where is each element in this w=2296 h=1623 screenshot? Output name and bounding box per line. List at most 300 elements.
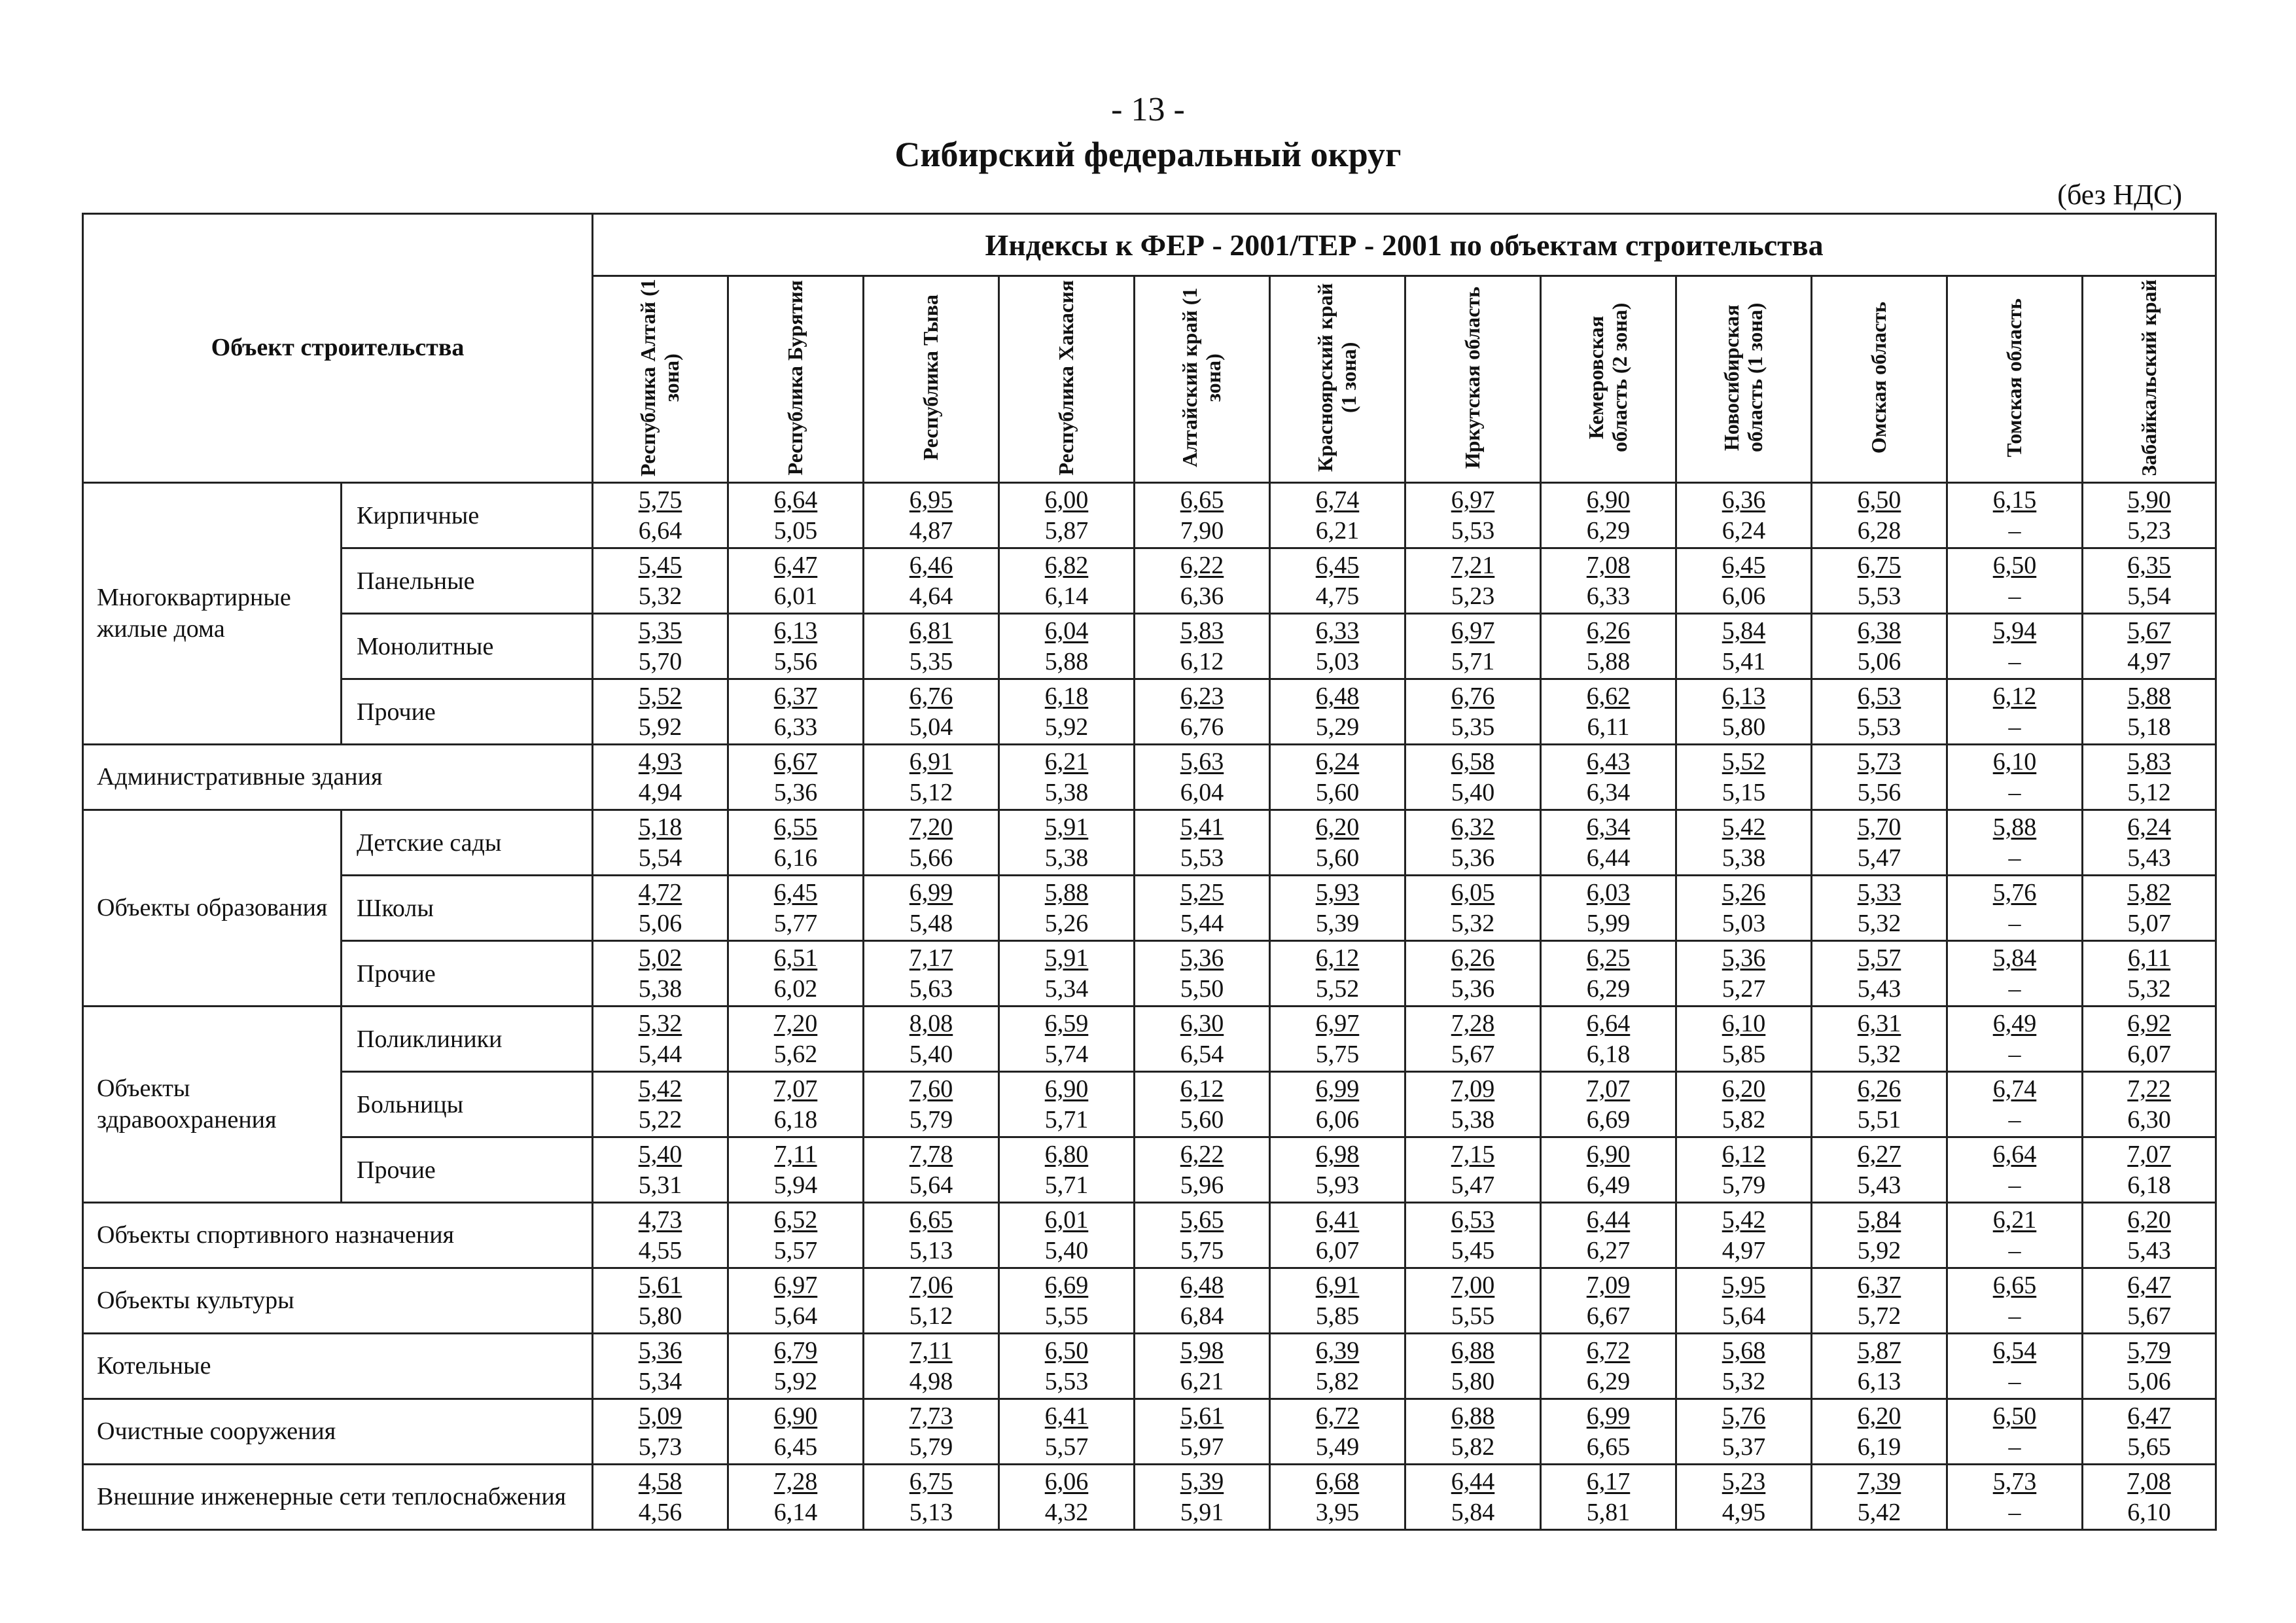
index-fer: 5,41 — [1180, 813, 1224, 841]
index-fer: 5,33 — [1857, 878, 1901, 906]
index-fer: 6,11 — [2128, 944, 2171, 972]
index-ter: 5,84 — [1451, 1498, 1495, 1526]
index-fer: 6,48 — [1315, 682, 1360, 710]
index-cell — [1541, 1268, 1676, 1334]
index-ter: – — [2008, 1040, 2021, 1068]
region-header — [593, 276, 728, 483]
index-fer: 6,68 — [1315, 1467, 1360, 1495]
index-fer: 6,65 — [909, 1205, 953, 1234]
index-ter: 6,07 — [2127, 1040, 2171, 1068]
index-cell — [593, 679, 728, 745]
index-ter: 5,75 — [1315, 1040, 1360, 1068]
index-ter: 5,60 — [1315, 844, 1360, 872]
index-cell — [1541, 614, 1676, 679]
index-cell — [1135, 1137, 1270, 1203]
index-cell — [1270, 810, 1405, 876]
index-cell — [1541, 679, 1676, 745]
index-fer: 5,45 — [638, 551, 682, 579]
index-ter: 5,34 — [1044, 974, 1089, 1003]
index-ter: 5,39 — [1315, 909, 1360, 937]
index-ter: – — [2008, 1171, 2021, 1199]
index-ter: 5,27 — [1722, 974, 1766, 1003]
index-ter: 5,35 — [909, 647, 953, 675]
index-ter: 5,34 — [638, 1367, 682, 1395]
index-cell — [864, 614, 999, 679]
index-ter: 5,50 — [1180, 974, 1224, 1003]
region-header — [2083, 276, 2216, 483]
index-ter: 5,53 — [1044, 1367, 1089, 1395]
index-cell — [1270, 1137, 1405, 1203]
index-fer: 6,95 — [909, 486, 953, 514]
index-cell — [1135, 483, 1270, 548]
index-fer: 5,95 — [1722, 1271, 1766, 1299]
index-ter: 5,80 — [638, 1302, 682, 1330]
index-cell — [1541, 1203, 1676, 1268]
subtype-label: Прочие — [342, 679, 593, 745]
index-fer: 7,08 — [2127, 1467, 2171, 1495]
region-header — [1947, 276, 2083, 483]
index-ter: 5,22 — [638, 1105, 682, 1133]
index-fer: 6,21 — [1992, 1205, 2037, 1234]
index-cell — [1270, 876, 1405, 941]
index-cell — [1541, 745, 1676, 810]
index-fer: 7,07 — [1586, 1075, 1631, 1103]
index-ter: 5,43 — [1857, 1171, 1901, 1199]
subtype-label: Больницы — [342, 1072, 593, 1137]
index-fer: 7,21 — [1451, 551, 1495, 579]
index-cell — [1812, 1203, 1947, 1268]
index-fer: 5,67 — [2127, 616, 2171, 645]
index-ter: 6,34 — [1586, 778, 1631, 806]
index-ter: 5,87 — [1044, 516, 1089, 544]
index-ter: 5,91 — [1180, 1498, 1224, 1526]
region-header — [999, 276, 1135, 483]
index-fer: 6,04 — [1044, 616, 1089, 645]
index-fer: 6,26 — [1586, 616, 1631, 645]
index-fer: 6,46 — [909, 551, 953, 579]
index-ter: 5,64 — [1722, 1302, 1766, 1330]
index-ter: 5,31 — [638, 1171, 682, 1199]
index-cell — [593, 941, 728, 1007]
index-fer: 6,49 — [1992, 1009, 2037, 1037]
index-fer: 6,37 — [773, 682, 818, 710]
index-cell — [999, 1334, 1135, 1399]
index-ter: – — [2008, 1367, 2021, 1395]
index-ter: 5,40 — [909, 1040, 953, 1068]
index-fer: 6,37 — [1857, 1271, 1901, 1299]
index-ter: 5,38 — [1044, 844, 1089, 872]
index-cell — [1405, 1072, 1541, 1137]
index-cell — [1405, 614, 1541, 679]
index-cell — [1135, 548, 1270, 614]
index-ter: 5,54 — [2127, 582, 2171, 610]
region-header — [1541, 276, 1676, 483]
index-ter: 5,70 — [638, 647, 682, 675]
index-ter: – — [2008, 713, 2021, 741]
index-ter: 5,13 — [909, 1498, 953, 1526]
index-ter: 4,98 — [909, 1367, 953, 1395]
index-cell — [728, 1137, 864, 1203]
index-fer: 6,47 — [2127, 1271, 2171, 1299]
index-ter: 5,71 — [1044, 1171, 1089, 1199]
table-row — [83, 548, 2216, 614]
index-fer: 6,44 — [1451, 1467, 1495, 1495]
index-fer: 5,88 — [1992, 813, 2037, 841]
index-ter: 5,74 — [1044, 1040, 1089, 1068]
index-fer: 6,99 — [909, 878, 953, 906]
index-ter: 5,38 — [1044, 778, 1089, 806]
index-ter: 5,67 — [1451, 1040, 1495, 1068]
index-fer: 6,82 — [1044, 551, 1089, 579]
index-cell — [1270, 1072, 1405, 1137]
region-name: Забайкальский край — [2136, 279, 2161, 476]
page-title: Сибирский федеральный округ — [894, 135, 1402, 174]
index-ter: 5,03 — [1315, 647, 1360, 675]
index-ter: 5,56 — [1857, 778, 1901, 806]
subtype-label: Кирпичные — [342, 483, 593, 548]
index-cell — [1541, 1072, 1676, 1137]
index-ter: 5,29 — [1315, 713, 1360, 741]
index-cell — [999, 1203, 1135, 1268]
index-fer: 6,36 — [1722, 486, 1766, 514]
index-cell — [1541, 548, 1676, 614]
index-fer: 6,74 — [1315, 486, 1360, 514]
index-cell — [1405, 483, 1541, 548]
index-fer: 6,31 — [1857, 1009, 1901, 1037]
index-cell — [1405, 1137, 1541, 1203]
index-fer: 7,11 — [910, 1336, 953, 1364]
index-fer: 6,12 — [1722, 1140, 1766, 1168]
index-ter: 5,71 — [1451, 647, 1495, 675]
index-fer: 6,76 — [1451, 682, 1495, 710]
index-cell — [1947, 1007, 2083, 1072]
index-fer: 6,72 — [1315, 1402, 1360, 1430]
index-cell — [1541, 810, 1676, 876]
index-cell — [1405, 548, 1541, 614]
index-fer: 6,13 — [773, 616, 818, 645]
index-ter: 5,44 — [1180, 909, 1224, 937]
index-fer: 6,03 — [1586, 878, 1631, 906]
index-ter: 5,77 — [773, 909, 818, 937]
index-cell — [2083, 483, 2216, 548]
region-name: Новосибирская область (1 зона) — [1720, 302, 1767, 453]
index-ter: 5,64 — [773, 1302, 818, 1330]
index-ter: 6,13 — [1857, 1367, 1901, 1395]
index-ter: 6,21 — [1315, 516, 1360, 544]
index-cell — [2083, 745, 2216, 810]
index-ter: 5,60 — [1315, 778, 1360, 806]
index-cell — [1270, 679, 1405, 745]
index-fer: 6,88 — [1451, 1402, 1495, 1430]
index-cell — [864, 483, 999, 548]
index-fer: 6,17 — [1586, 1467, 1631, 1495]
index-fer: 6,99 — [1315, 1075, 1360, 1103]
index-fer: 6,54 — [1992, 1336, 2037, 1364]
index-cell — [2083, 1203, 2216, 1268]
index-ter: 5,36 — [773, 778, 818, 806]
table-row — [83, 1399, 2216, 1465]
region-header — [1270, 276, 1405, 483]
index-ter: – — [2008, 1105, 2021, 1133]
index-cell — [864, 679, 999, 745]
index-cell — [999, 483, 1135, 548]
index-fer: 6,39 — [1315, 1336, 1360, 1364]
index-cell — [593, 810, 728, 876]
index-cell — [1135, 1465, 1270, 1530]
index-fer: 6,97 — [1315, 1009, 1360, 1037]
table-row — [83, 1334, 2216, 1399]
index-fer: 5,35 — [638, 616, 682, 645]
index-ter: 5,43 — [1857, 974, 1901, 1003]
index-fer: 6,26 — [1857, 1075, 1901, 1103]
index-cell — [593, 1268, 728, 1334]
index-cell — [1676, 614, 1812, 679]
index-cell — [1405, 1203, 1541, 1268]
index-fer: 7,07 — [2127, 1140, 2171, 1168]
index-fer: 7,15 — [1451, 1140, 1495, 1168]
index-cell — [1947, 1072, 2083, 1137]
index-cell — [999, 1465, 1135, 1530]
index-cell — [1541, 1399, 1676, 1465]
index-fer: 7,73 — [909, 1402, 953, 1430]
index-ter: 5,80 — [1451, 1367, 1495, 1395]
subtype-label: Поликлиники — [342, 1007, 593, 1072]
index-ter: – — [2008, 1302, 2021, 1330]
index-cell — [728, 548, 864, 614]
index-ter: – — [2008, 974, 2021, 1003]
index-ter: 5,85 — [1315, 1302, 1360, 1330]
index-ter: 6,33 — [773, 713, 818, 741]
index-fer: 7,08 — [1586, 551, 1631, 579]
table-row — [83, 745, 2216, 810]
index-cell — [728, 876, 864, 941]
index-cell — [1812, 810, 1947, 876]
index-cell — [593, 548, 728, 614]
index-fer: 5,68 — [1722, 1336, 1766, 1364]
index-ter: 4,55 — [638, 1236, 682, 1264]
region-name: Красноярский край (1 зона) — [1313, 283, 1360, 473]
index-ter: 5,82 — [1315, 1367, 1360, 1395]
object-label: Объекты спортивного назначения — [83, 1203, 593, 1268]
index-fer: 6,50 — [1044, 1336, 1089, 1364]
index-cell — [1135, 1399, 1270, 1465]
index-cell — [1676, 1007, 1812, 1072]
vat-note: (без НДС) — [2057, 179, 2182, 211]
index-cell — [1812, 1137, 1947, 1203]
index-cell — [864, 1268, 999, 1334]
region-header — [1405, 276, 1541, 483]
index-ter: 5,65 — [2127, 1433, 2171, 1461]
region-header — [1812, 276, 1947, 483]
index-cell — [1270, 941, 1405, 1007]
index-cell — [728, 1007, 864, 1072]
index-ter: 6,06 — [1315, 1105, 1360, 1133]
index-ter: 5,60 — [1180, 1105, 1224, 1133]
index-cell — [1676, 876, 1812, 941]
index-cell — [593, 1007, 728, 1072]
index-fer: 5,52 — [1722, 747, 1766, 776]
index-ter: 5,23 — [2127, 516, 2171, 544]
index-fer: 6,62 — [1586, 682, 1631, 710]
index-fer: 5,61 — [638, 1271, 682, 1299]
index-ter: 5,51 — [1857, 1105, 1901, 1133]
index-ter: 4,87 — [909, 516, 953, 544]
index-fer: 6,99 — [1586, 1402, 1631, 1430]
subtype-label: Школы — [342, 876, 593, 941]
index-fer: 6,53 — [1451, 1205, 1495, 1234]
index-cell — [1676, 745, 1812, 810]
index-cell — [593, 1465, 728, 1530]
index-cell — [1947, 941, 2083, 1007]
index-ter: 6,36 — [1180, 582, 1224, 610]
index-ter: 5,18 — [2127, 713, 2171, 741]
index-fer: 6,97 — [773, 1271, 818, 1299]
index-cell — [1405, 679, 1541, 745]
index-ter: 5,92 — [1857, 1236, 1901, 1264]
index-cell — [1135, 614, 1270, 679]
index-ter: 5,37 — [1722, 1433, 1766, 1461]
index-fer: 7,60 — [909, 1075, 953, 1103]
index-fer: 5,93 — [1315, 878, 1360, 906]
index-cell — [2083, 1399, 2216, 1465]
index-cell — [1135, 941, 1270, 1007]
index-ter: 5,26 — [1044, 909, 1089, 937]
index-fer: 6,20 — [1857, 1402, 1901, 1430]
index-ter: 6,11 — [1587, 713, 1630, 741]
index-fer: 6,45 — [773, 878, 818, 906]
index-cell — [1270, 548, 1405, 614]
index-cell — [999, 614, 1135, 679]
index-ter: 6,19 — [1857, 1433, 1901, 1461]
index-fer: 5,26 — [1722, 878, 1766, 906]
index-ter: 6,18 — [773, 1105, 818, 1133]
index-cell — [1541, 1137, 1676, 1203]
index-fer: 6,98 — [1315, 1140, 1360, 1168]
index-cell — [1270, 745, 1405, 810]
index-cell — [1947, 483, 2083, 548]
index-ter: 5,44 — [638, 1040, 682, 1068]
index-ter: 5,79 — [909, 1105, 953, 1133]
table-row — [83, 1268, 2216, 1334]
index-fer: 5,02 — [638, 944, 682, 972]
index-ter: 5,43 — [2127, 1236, 2171, 1264]
index-cell — [864, 1137, 999, 1203]
index-ter: 5,85 — [1722, 1040, 1766, 1068]
subtype-label: Прочие — [342, 1137, 593, 1203]
index-cell — [864, 876, 999, 941]
index-ter: 6,29 — [1586, 516, 1631, 544]
subtype-label: Детские сады — [342, 810, 593, 876]
index-fer: 6,30 — [1180, 1009, 1224, 1037]
index-cell — [1812, 483, 1947, 548]
index-cell — [864, 1072, 999, 1137]
object-label: Котельные — [83, 1334, 593, 1399]
index-ter: 6,67 — [1586, 1302, 1631, 1330]
index-cell — [1270, 614, 1405, 679]
index-fer: 6,50 — [1992, 551, 2037, 579]
index-fer: 6,81 — [909, 616, 953, 645]
index-cell — [864, 1334, 999, 1399]
object-label: Внешние инженерные сети теплоснабжения — [83, 1465, 593, 1530]
index-fer: 7,11 — [774, 1140, 817, 1168]
index-ter: 5,53 — [1451, 516, 1495, 544]
index-cell — [1676, 548, 1812, 614]
index-fer: 6,21 — [1044, 747, 1089, 776]
index-ter: 6,45 — [773, 1433, 818, 1461]
index-cell — [728, 1268, 864, 1334]
index-cell — [864, 1399, 999, 1465]
region-name: Кемеровская область (2 зона) — [1584, 302, 1631, 453]
index-fer: 6,12 — [1180, 1075, 1224, 1103]
index-ter: 5,67 — [2127, 1302, 2171, 1330]
index-fer: 6,53 — [1857, 682, 1901, 710]
index-ter: 5,96 — [1180, 1171, 1224, 1199]
index-cell — [2083, 1465, 2216, 1530]
index-fer: 6,10 — [1722, 1009, 1766, 1037]
index-cell — [728, 483, 864, 548]
index-ter: 4,75 — [1315, 582, 1360, 610]
table-row — [83, 614, 2216, 679]
index-ter: 5,52 — [1315, 974, 1360, 1003]
index-cell — [1270, 1007, 1405, 1072]
index-ter: 5,04 — [909, 713, 953, 741]
index-fer: 6,43 — [1586, 747, 1631, 776]
index-ter: 5,93 — [1315, 1171, 1360, 1199]
index-fer: 7,20 — [773, 1009, 818, 1037]
index-fer: 6,69 — [1044, 1271, 1089, 1299]
group-label: Объекты здравоохранения — [83, 1007, 342, 1203]
index-ter: – — [2008, 1498, 2021, 1526]
index-fer: 6,27 — [1857, 1140, 1901, 1168]
index-cell — [999, 745, 1135, 810]
index-fer: 6,24 — [1315, 747, 1360, 776]
index-ter: 5,12 — [2127, 778, 2171, 806]
index-ter: 5,81 — [1586, 1498, 1631, 1526]
subtype-label: Монолитные — [342, 614, 593, 679]
index-cell — [1676, 1137, 1812, 1203]
region-name: Омская область — [1867, 301, 1891, 454]
index-cell — [1812, 1072, 1947, 1137]
index-fer: 6,41 — [1044, 1402, 1089, 1430]
index-ter: 5,13 — [909, 1236, 953, 1264]
index-cell — [728, 941, 864, 1007]
index-ter: 5,06 — [638, 909, 682, 937]
index-cell — [1135, 876, 1270, 941]
index-fer: 6,64 — [773, 486, 818, 514]
index-cell — [1541, 1465, 1676, 1530]
index-ter: 4,32 — [1044, 1498, 1089, 1526]
index-ter: 5,49 — [1315, 1433, 1360, 1461]
index-ter: 4,94 — [638, 778, 682, 806]
index-cell — [2083, 1072, 2216, 1137]
index-ter: 6,69 — [1586, 1105, 1631, 1133]
index-fer: 4,72 — [638, 878, 682, 906]
index-cell — [593, 1334, 728, 1399]
index-fer: 6,90 — [1586, 486, 1631, 514]
index-fer: 7,17 — [909, 944, 953, 972]
index-fer: 6,45 — [1315, 551, 1360, 579]
index-fer: 6,13 — [1722, 682, 1766, 710]
index-fer: 5,65 — [1180, 1205, 1224, 1234]
index-ter: 5,35 — [1451, 713, 1495, 741]
index-cell — [999, 679, 1135, 745]
index-cell — [1676, 1334, 1812, 1399]
index-fer: 6,05 — [1451, 878, 1495, 906]
index-ter: 6,12 — [1180, 647, 1224, 675]
index-ter: 6,02 — [773, 974, 818, 1003]
index-ter: 5,71 — [1044, 1105, 1089, 1133]
index-cell — [1541, 483, 1676, 548]
